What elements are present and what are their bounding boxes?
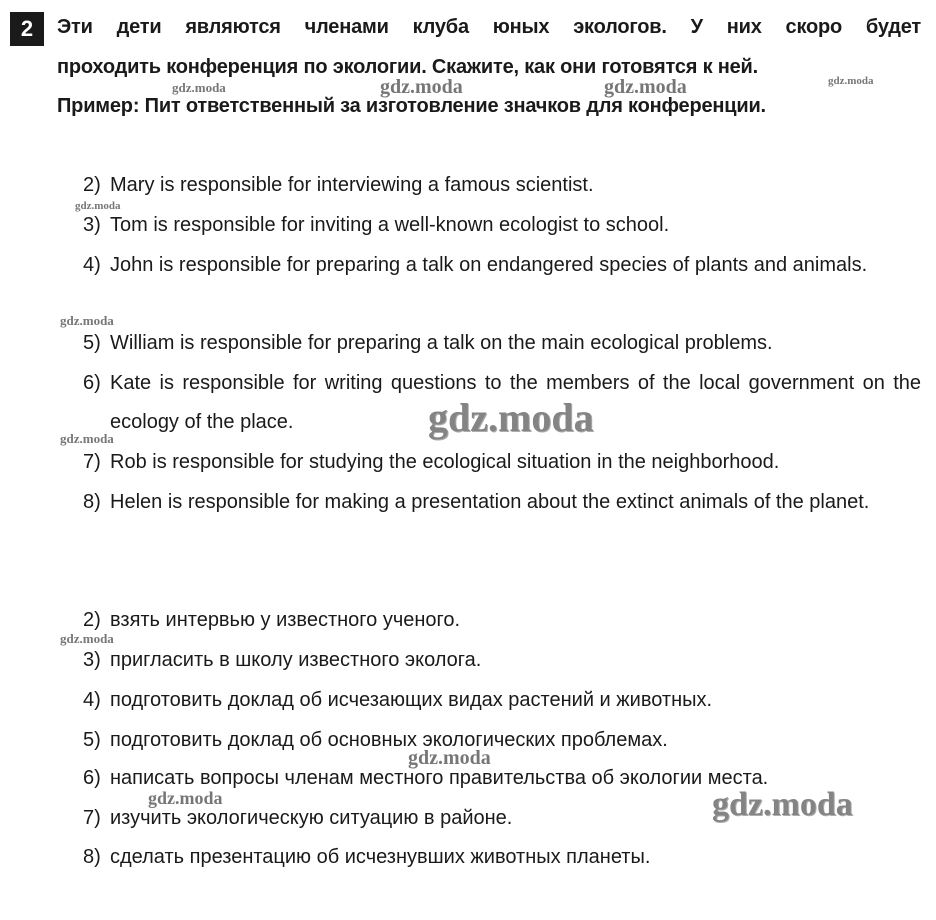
item-text: изучить экологическую ситуацию в районе.: [110, 807, 513, 829]
item-text: Kate is responsible for writing questions to the members of the local government on the ecology of the place.: [110, 372, 921, 434]
watermark: gdz.moda: [380, 76, 463, 98]
english-item: [83, 206, 921, 245]
item-text: William is responsible for preparing a talk on the main ecological problems.: [110, 332, 773, 354]
item-number: 6): [83, 767, 101, 789]
english-item: [83, 483, 921, 522]
item-text: подготовить доклад об основных экологических проблемах.: [110, 729, 668, 751]
russian-item: [83, 681, 921, 720]
watermark: gdz.moda: [712, 786, 853, 823]
item-number: 4): [83, 254, 101, 276]
english-item: [83, 246, 921, 285]
watermark: gdz.moda: [604, 76, 687, 98]
watermark: gdz.moda: [60, 313, 114, 328]
watermark: gdz.moda: [60, 631, 114, 646]
item-text: Tom is responsible for inviting a well-known ecologist to school.: [110, 214, 670, 236]
english-item: [83, 166, 921, 205]
task-number: 2: [10, 12, 44, 46]
example-line: Пример: Пит ответственный за изготовление значков для конференции.: [57, 95, 766, 117]
watermark: gdz.moda: [172, 80, 226, 95]
watermark: gdz.moda: [75, 200, 121, 212]
item-number: 2): [83, 609, 101, 631]
russian-item: [83, 641, 921, 680]
item-number: 5): [83, 332, 101, 354]
watermark: gdz.moda: [428, 395, 594, 440]
russian-item: [83, 838, 921, 877]
item-number: 4): [83, 689, 101, 711]
item-text: сделать презентацию об исчезнувших животных планеты.: [110, 846, 651, 868]
item-number: 2): [83, 174, 101, 196]
item-text: подготовить доклад об исчезающих видах растений и животных.: [110, 689, 713, 711]
item-number: 8): [83, 846, 101, 868]
russian-item: [83, 721, 921, 760]
item-text: Mary is responsible for interviewing a famous scientist.: [110, 174, 594, 196]
watermark: gdz.moda: [60, 431, 114, 446]
item-number: 5): [83, 729, 101, 751]
watermark: gdz.moda: [148, 788, 223, 808]
watermark: gdz.moda: [828, 75, 874, 87]
instruction-line-1: Эти дети являются членами клуба юных экологов. У них скоро будет: [57, 16, 921, 38]
item-number: 3): [83, 214, 101, 236]
item-number: 6): [83, 372, 101, 394]
russian-item: [83, 601, 921, 640]
item-number: 7): [83, 807, 101, 829]
item-text: взять интервью у известного ученого.: [110, 609, 461, 631]
item-text: пригласить в школу известного эколога.: [110, 649, 482, 671]
item-text: John is responsible for preparing a talk on endangered species of plants and animals.: [110, 254, 868, 276]
watermark: gdz.moda: [408, 747, 491, 769]
task-instruction: [57, 8, 921, 127]
item-number: 3): [83, 649, 101, 671]
instruction-line-2: проходить конференция по экологии. Скажите, как они готовятся к ней.: [57, 55, 758, 78]
item-text: Rob is responsible for studying the ecological situation in the neighborhood.: [110, 451, 780, 473]
english-item: [83, 324, 921, 363]
item-text: Helen is responsible for making a presentation about the extinct animals of the planet.: [110, 491, 870, 513]
item-text: написать вопросы членам местного правительства об экологии места.: [110, 767, 769, 789]
item-number: 8): [83, 491, 101, 513]
item-number: 7): [83, 451, 101, 473]
english-item: [83, 443, 921, 482]
